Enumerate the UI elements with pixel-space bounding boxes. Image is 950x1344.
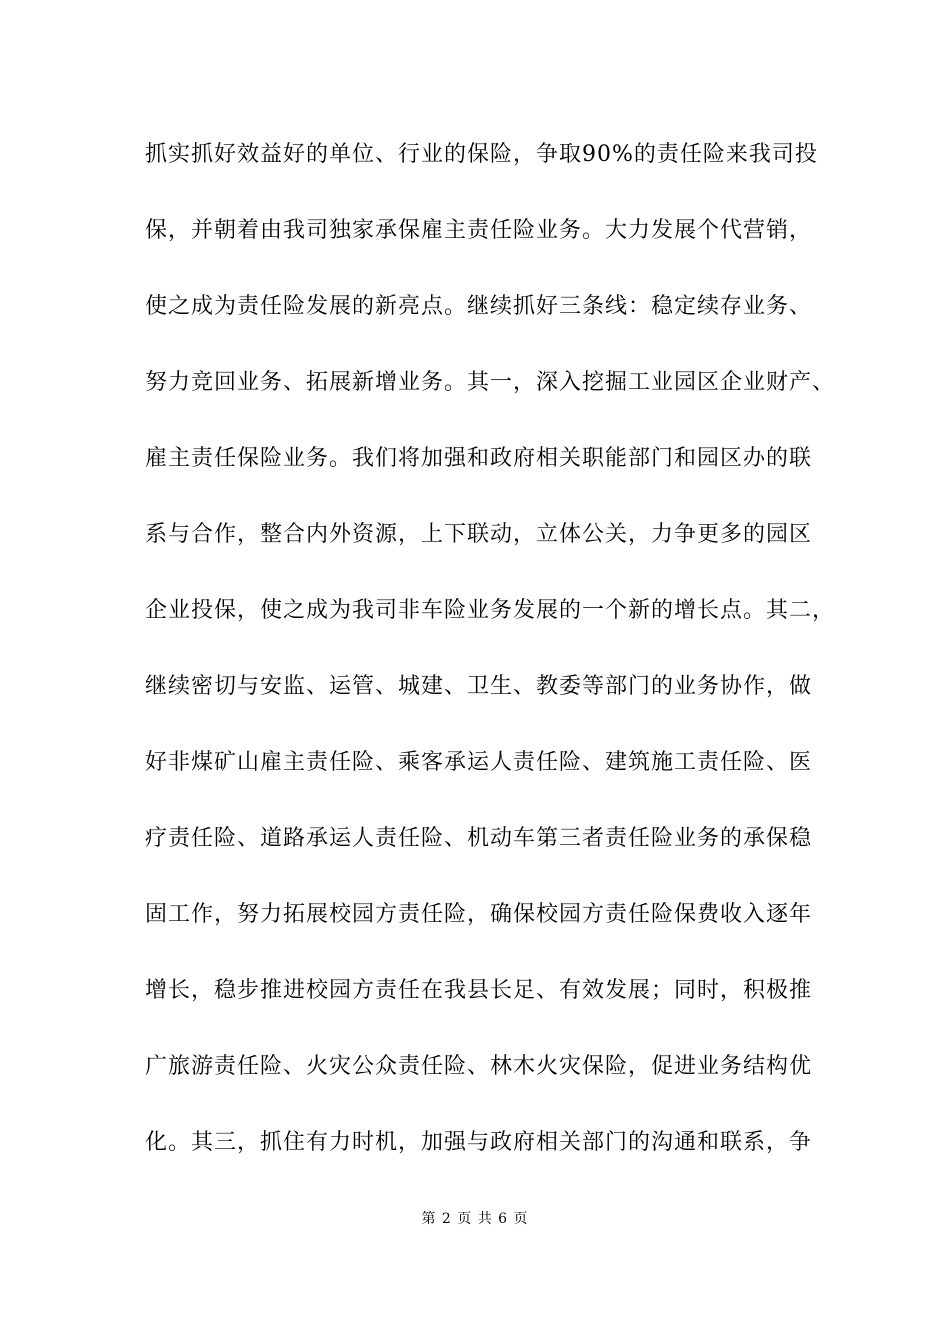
text-line: 雇主责任保险业务。我们将加强和政府相关职能部门和园区办的联 [145,446,813,471]
text-line: 努力竞回业务、拓展新增业务。其一，深入挖掘工业园区企业财产、 [145,370,836,395]
text-line: 继续密切与安监、运管、城建、卫生、教委等部门的业务协作，做 [145,674,813,699]
page-number-footer: 第 2 页 共 6 页 [421,1211,529,1227]
text-line: 广旅游责任险、火灾公众责任险、林木火灾保险，促进业务结构优 [145,1054,813,1079]
body-text [145,135,835,1199]
text-line: 企业投保，使之成为我司非车险业务发展的一个新的增长点。其二， [145,598,836,623]
text-line: 使之成为责任险发展的新亮点。继续抓好三条线：稳定续存业务、 [145,294,813,319]
text-line: 固工作，努力拓展校园方责任险，确保校园方责任险保费收入逐年 [145,902,813,927]
text-line: 系与合作，整合内外资源，上下联动，立体公关，力争更多的园区 [145,522,813,547]
text-line: 化。其三，抓住有力时机，加强与政府相关部门的沟通和联系，争 [145,1130,813,1155]
text-line: 抓实抓好效益好的单位、行业的保险，争取90%的责任险来我司投 [145,142,818,167]
text-line: 疗责任险、道路承运人责任险、机动车第三者责任险业务的承保稳 [145,826,813,851]
text-line: 好非煤矿山雇主责任险、乘客承运人责任险、建筑施工责任险、医 [145,750,813,775]
text-line: 增长，稳步推进校园方责任在我县长足、有效发展；同时，积极推 [145,978,813,1003]
text-line: 保，并朝着由我司独家承保雇主责任险业务。大力发展个代营销， [145,218,813,243]
